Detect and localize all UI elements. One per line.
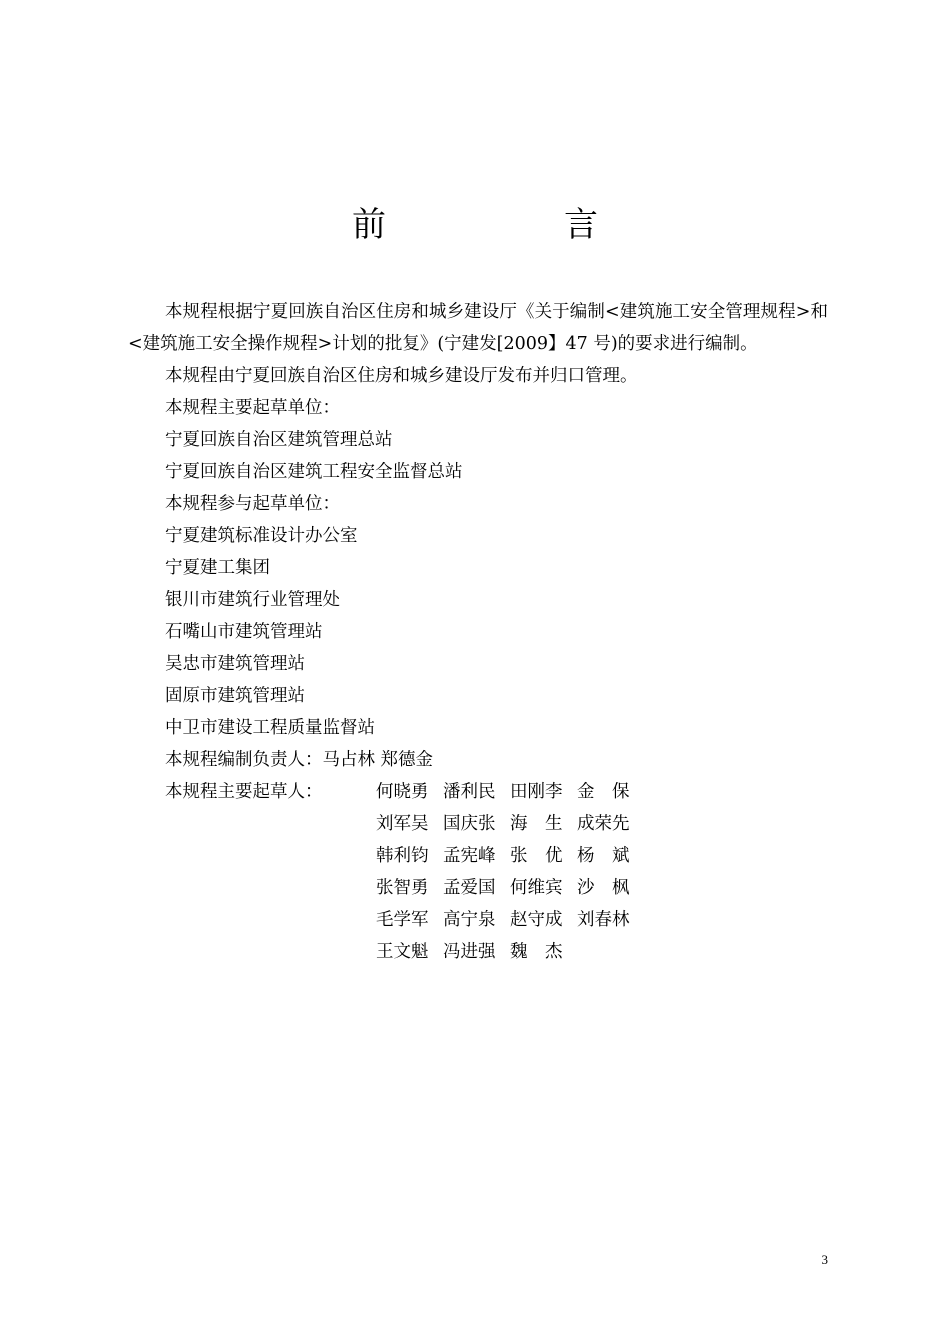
drafter-name: 赵守成: [510, 910, 563, 930]
drafter-name: 潘利民: [443, 782, 496, 802]
participating-unit-item: 宁夏建筑标准设计办公室: [165, 526, 358, 546]
drafter-name: 魏 杰: [510, 942, 563, 962]
drafter-name: 张 优: [510, 846, 563, 866]
drafters-row: [376, 872, 828, 904]
drafter-name: 冯进强: [443, 942, 496, 962]
drafter-name: 成荣先: [577, 814, 630, 834]
drafter-name: 刘军吴: [376, 814, 429, 834]
drafter-name: 毛学军: [376, 910, 429, 930]
participating-unit-item: 石嘴山市建筑管理站: [165, 622, 323, 642]
drafter-name: 田刚李: [510, 782, 563, 802]
participating-unit-item: 银川市建筑行业管理处: [165, 590, 340, 610]
drafter-name: 国庆张: [443, 814, 496, 834]
main-units-label: 本规程主要起草单位：: [165, 398, 340, 418]
preface-body: [128, 296, 828, 968]
page-number: 3: [821, 1252, 828, 1267]
drafter-name: [577, 936, 644, 968]
participating-units-label: 本规程参与起草单位：: [165, 494, 340, 514]
drafters-label: 本规程主要起草人：: [165, 782, 323, 802]
participating-unit-item: 宁夏建工集团: [165, 558, 270, 578]
drafter-name: 杨 斌: [577, 846, 630, 866]
drafter-name: 张智勇: [376, 878, 429, 898]
drafters-row: [376, 936, 828, 968]
drafters-block: [128, 776, 828, 968]
drafter-name: 何维宾: [510, 878, 563, 898]
drafter-name: 韩利钧: [376, 846, 429, 866]
drafter-name: 王文魁: [376, 942, 429, 962]
drafters-row: [376, 904, 828, 936]
editors-line: 本规程编制负责人：马占林 郑德金: [165, 750, 434, 770]
drafters-row: [376, 808, 828, 840]
drafter-name: 孟宪峰: [443, 846, 496, 866]
approval-paragraph: 本规程根据宁夏回族自治区住房和城乡建设厅《关于编制<建筑施工安全管理规程>和<建筑施工安全操作规程>计划的批复》(宁建发[2009】47 号)的要求进行编制。: [128, 302, 828, 354]
drafter-name: 沙 枫: [577, 878, 630, 898]
participating-unit-item: 中卫市建设工程质量监督站: [165, 718, 375, 738]
drafters-row: [376, 776, 828, 808]
main-unit-item: 宁夏回族自治区建筑管理总站: [165, 430, 393, 450]
drafters-grid: [376, 776, 828, 968]
drafter-name: 孟爱国: [443, 878, 496, 898]
management-paragraph: 本规程由宁夏回族自治区住房和城乡建设厅发布并归口管理。: [165, 366, 638, 386]
page-title: 前 言: [352, 205, 670, 245]
drafter-name: 海 生: [510, 814, 563, 834]
main-unit-item: 宁夏回族自治区建筑工程安全监督总站: [165, 462, 463, 482]
participating-unit-item: 吴忠市建筑管理站: [165, 654, 305, 674]
drafters-row: [376, 840, 828, 872]
drafter-name: 金 保: [577, 782, 630, 802]
drafter-name: 刘春林: [577, 910, 630, 930]
drafter-name: 高宁泉: [443, 910, 496, 930]
drafter-name: 何晓勇: [376, 782, 429, 802]
participating-unit-item: 固原市建筑管理站: [165, 686, 305, 706]
